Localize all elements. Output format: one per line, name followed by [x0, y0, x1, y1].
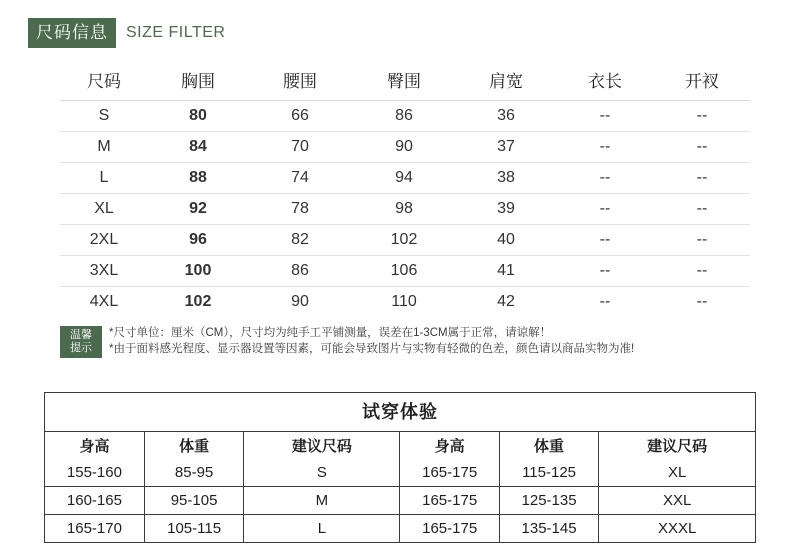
- size-chart-col-slit: 开衩: [685, 71, 719, 91]
- tryon-cell-suggested-left: M: [244, 487, 400, 515]
- tryon-cell-height-right: 165-175: [400, 515, 499, 543]
- tryon-cell-suggested-left: S: [244, 459, 400, 487]
- tryon-cell-suggested-right: XL: [599, 459, 755, 487]
- tryon-col-weight-right: 体重: [499, 432, 598, 459]
- tryon-col-weight-left: 体重: [144, 432, 243, 459]
- size-cell-length: --: [556, 225, 654, 256]
- size-info-header: [28, 18, 225, 48]
- size-chart-col-bust: 胸围: [181, 71, 215, 91]
- tryon-cell-weight-left: 85-95: [144, 459, 243, 487]
- tryon-cell-height-left: 155-160: [45, 459, 144, 487]
- size-cell-shoulder: 39: [456, 194, 556, 225]
- table-row: [60, 225, 750, 256]
- tryon-cell-height-left: 160-165: [45, 487, 144, 515]
- size-cell-size: XL: [60, 194, 148, 225]
- size-info-title-en: SIZE FILTER: [126, 24, 226, 41]
- size-chart-head: [60, 62, 750, 101]
- tryon-col-height-left: 身高: [45, 432, 144, 459]
- tryon-col-height-right: 身高: [400, 432, 499, 459]
- size-cell-size: 4XL: [60, 287, 148, 318]
- size-cell-length: --: [556, 194, 654, 225]
- size-cell-hip: 106: [352, 256, 456, 287]
- notice-line-1: *尺寸单位：厘米（CM），尺寸均为纯手工平铺测量，误差在1-3CM属于正常，请谅解！: [109, 327, 552, 339]
- size-cell-bust: 80: [148, 101, 248, 132]
- tryon-section: [44, 392, 756, 543]
- notice-line-2: *由于面料感光程度、显示器设置等因素，可能会导致图片与实物有轻微的色差，颜色请以商品实物为准!: [109, 343, 635, 355]
- tryon-cell-height-right: 165-175: [400, 487, 499, 515]
- size-chart-header-row: [60, 62, 750, 101]
- size-cell-bust: 100: [148, 256, 248, 287]
- tryon-cell-suggested-right: XXL: [599, 487, 755, 515]
- size-cell-shoulder: 37: [456, 132, 556, 163]
- table-row: [60, 163, 750, 194]
- tryon-cell-suggested-left: L: [244, 515, 400, 543]
- size-cell-shoulder: 36: [456, 101, 556, 132]
- table-row: [60, 132, 750, 163]
- size-cell-hip: 102: [352, 225, 456, 256]
- size-cell-hip: 94: [352, 163, 456, 194]
- tryon-cell-weight-right: 135-145: [499, 515, 598, 543]
- tryon-cell-suggested-right: XXXL: [657, 520, 697, 537]
- size-cell-waist: 78: [248, 194, 352, 225]
- size-cell-bust: 102: [148, 287, 248, 318]
- size-cell-size: M: [60, 132, 148, 163]
- size-cell-hip: 86: [352, 101, 456, 132]
- size-cell-slit: --: [654, 194, 750, 225]
- tryon-col-suggested-right: 建议尺码: [647, 438, 708, 455]
- size-cell-waist: 74: [248, 163, 352, 194]
- size-cell-shoulder: 40: [456, 225, 556, 256]
- size-cell-size: S: [60, 101, 148, 132]
- size-cell-waist: 90: [248, 287, 352, 318]
- tryon-table-body: [45, 459, 755, 542]
- notice-badge-line2: 提示: [70, 342, 92, 354]
- tryon-title: 试穿体验: [45, 393, 755, 432]
- tryon-table-head: [45, 432, 755, 459]
- size-cell-length: --: [556, 256, 654, 287]
- size-cell-slit: --: [654, 287, 750, 318]
- size-cell-slit: --: [654, 256, 750, 287]
- notice-text: [109, 325, 634, 357]
- table-row: [45, 459, 755, 487]
- size-cell-waist: 86: [248, 256, 352, 287]
- tryon-cell-weight-right: 125-135: [499, 487, 598, 515]
- notice-badge-line1: 温馨: [70, 329, 92, 341]
- table-row: [60, 256, 750, 287]
- measurement-notice: [60, 325, 760, 358]
- size-cell-waist: 66: [248, 101, 352, 132]
- size-cell-waist: 70: [248, 132, 352, 163]
- size-cell-slit: --: [654, 101, 750, 132]
- size-cell-bust: 96: [148, 225, 248, 256]
- size-cell-bust: 88: [148, 163, 248, 194]
- tryon-table: [45, 432, 755, 542]
- size-cell-bust: 84: [148, 132, 248, 163]
- table-row: [45, 515, 755, 543]
- table-row: [60, 101, 750, 132]
- tryon-col-suggested-left: 建议尺码: [244, 432, 400, 459]
- size-info-title-cn: 尺码信息: [28, 18, 116, 48]
- size-cell-shoulder: 38: [456, 163, 556, 194]
- table-row: [60, 194, 750, 225]
- size-cell-shoulder: 41: [456, 256, 556, 287]
- size-chart-body: [60, 101, 750, 318]
- size-cell-bust: 92: [148, 194, 248, 225]
- tryon-cell-height-left: 165-170: [45, 515, 144, 543]
- size-cell-size: 3XL: [60, 256, 148, 287]
- size-chart-col-hip: 臀围: [387, 71, 421, 91]
- table-row: [60, 287, 750, 318]
- table-row: [45, 487, 755, 515]
- size-cell-size: 2XL: [60, 225, 148, 256]
- tryon-header-row: [45, 432, 755, 459]
- size-cell-length: --: [556, 101, 654, 132]
- size-cell-slit: --: [654, 163, 750, 194]
- size-chart-col-waist: 腰围: [283, 71, 317, 91]
- size-cell-shoulder: 42: [456, 287, 556, 318]
- size-chart-col-length: 衣长: [588, 71, 622, 91]
- tryon-cell-height-right: 165-175: [400, 459, 499, 487]
- size-cell-hip: 98: [352, 194, 456, 225]
- size-cell-length: --: [556, 132, 654, 163]
- tryon-cell-weight-left: 95-105: [144, 487, 243, 515]
- tryon-cell-weight-left: 105-115: [144, 515, 243, 543]
- size-cell-waist: 82: [248, 225, 352, 256]
- size-cell-hip: 90: [352, 132, 456, 163]
- size-chart-col-shoulder: 肩宽: [489, 71, 523, 91]
- size-cell-slit: --: [654, 132, 750, 163]
- notice-badge: [60, 326, 102, 358]
- tryon-cell-weight-right: 115-125: [499, 459, 598, 487]
- size-cell-hip: 110: [352, 287, 456, 318]
- size-chart-table: [60, 62, 750, 317]
- size-cell-slit: --: [654, 225, 750, 256]
- size-cell-size: L: [60, 163, 148, 194]
- size-cell-length: --: [556, 287, 654, 318]
- size-cell-length: --: [556, 163, 654, 194]
- size-chart-col-size: 尺码: [87, 71, 121, 91]
